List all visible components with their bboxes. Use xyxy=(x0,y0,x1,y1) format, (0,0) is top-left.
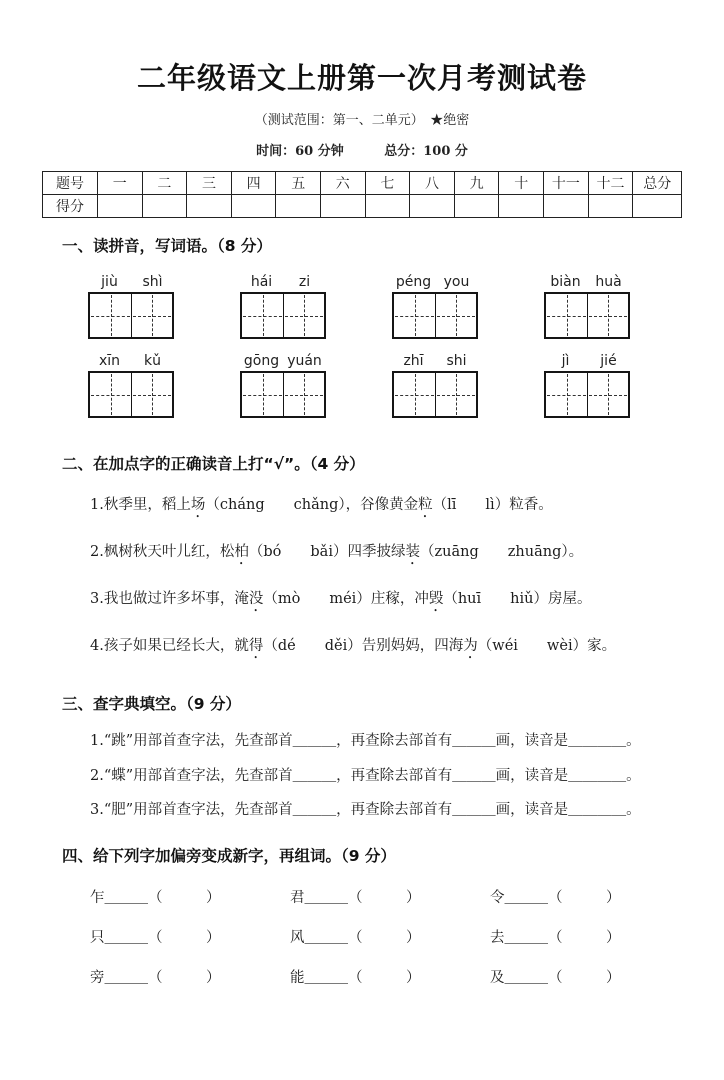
pinyin-word-block xyxy=(88,353,174,418)
pinyin-label xyxy=(88,274,174,290)
radical-word-cell: 能＿＿＿（ ） xyxy=(290,969,421,986)
pinyin-syllable: jì xyxy=(561,353,570,369)
writing-grid-cell xyxy=(546,373,587,416)
pinyin-word-block xyxy=(88,274,174,339)
score-blank-cell xyxy=(544,195,589,218)
pinyin-syllable: zi xyxy=(298,274,311,290)
pinyin-label xyxy=(240,353,326,369)
pinyin-syllable: xīn xyxy=(98,353,121,369)
writing-grid xyxy=(544,292,630,339)
radical-word-cell: 及＿＿＿（ ） xyxy=(490,969,621,986)
dotted-character: 得 xyxy=(248,638,264,654)
pinyin-word-block xyxy=(240,274,326,339)
question-number-cell: 四 xyxy=(231,172,276,195)
question-number-label: 题号 xyxy=(43,172,98,195)
question-number-cell: 三 xyxy=(187,172,232,195)
time-total-line xyxy=(42,140,682,159)
question-number-cell: 一 xyxy=(97,172,142,195)
writing-grid xyxy=(544,371,630,418)
score-blank-cell xyxy=(97,195,142,218)
pinyin-syllable: biàn xyxy=(550,274,581,290)
pinyin-label xyxy=(544,353,630,369)
score-blank-cell xyxy=(365,195,410,218)
score-blank-cell xyxy=(499,195,544,218)
radical-word-cell: 只＿＿＿（ ） xyxy=(90,929,221,946)
pronunciation-item: 4.孩子如果已经长大，就得（dé děi）告别妈妈，四海为（wéi wèi）家。 xyxy=(90,638,617,654)
question-number-cell: 八 xyxy=(410,172,455,195)
score-blank-cell xyxy=(633,195,682,218)
pinyin-syllable: hái xyxy=(250,274,273,290)
writing-grid-cell xyxy=(90,294,131,337)
pinyin-word-block xyxy=(240,353,326,418)
pinyin-syllable: gōng xyxy=(243,353,280,369)
question-number-cell: 九 xyxy=(454,172,499,195)
writing-grid-cell xyxy=(131,294,172,337)
pinyin-syllable: péng xyxy=(395,274,432,290)
dictionary-item: 3.“肥”用部首查字法，先查部首＿＿＿，再查除去部首有＿＿＿画，读音是＿＿＿＿。 xyxy=(90,802,641,818)
writing-grid-cell xyxy=(242,294,283,337)
pinyin-grid-row-1 xyxy=(42,274,682,339)
score-blank-cell xyxy=(187,195,232,218)
writing-grid xyxy=(88,371,174,418)
writing-grid xyxy=(88,292,174,339)
question-number-cell: 七 xyxy=(365,172,410,195)
pinyin-word-block xyxy=(544,353,630,418)
dotted-character: 为 xyxy=(463,638,478,654)
dotted-character: 柏 xyxy=(234,544,249,560)
pinyin-label xyxy=(544,274,630,290)
section4-title: 四、给下列字加偏旁变成新字，再组词。（9 分） xyxy=(62,846,396,865)
writing-grid xyxy=(240,292,326,339)
radical-word-cell: 令＿＿＿（ ） xyxy=(490,889,621,906)
pronunciation-item: 2.枫树秋天叶儿红，松柏（bó bǎi）四季披绿装（zuāng zhuāng）。 xyxy=(90,544,584,560)
section2-title: 二、在加点字的正确读音上打“√”。（4 分） xyxy=(62,455,365,473)
writing-grid-cell xyxy=(283,294,324,337)
test-paper xyxy=(0,56,724,987)
score-blank-cell xyxy=(410,195,455,218)
pronunciation-item: 3.我也做过许多坏事，淹没（mò méi）庄稼，冲毁（huī hiǔ）房屋。 xyxy=(90,591,592,607)
pinyin-grid-row-2 xyxy=(42,353,682,418)
writing-grid-cell xyxy=(587,373,628,416)
radical-word-grid xyxy=(90,886,682,987)
dotted-character: 装 xyxy=(405,544,420,560)
section1-title: 一、读拼音，写词语。（8 分） xyxy=(62,237,272,255)
writing-grid-cell xyxy=(435,294,476,337)
writing-grid xyxy=(240,371,326,418)
writing-grid-cell xyxy=(435,373,476,416)
writing-grid-cell xyxy=(394,373,435,416)
dotted-character: 毁 xyxy=(428,591,444,607)
writing-grid-cell xyxy=(283,373,324,416)
pinyin-word-block xyxy=(392,274,478,339)
pronunciation-item: 1.秋季里，稻上场（cháng chǎng），谷像黄金粒（lī lì）粒香。 xyxy=(90,497,553,513)
score-blank-cell xyxy=(321,195,366,218)
question-number-cell: 十一 xyxy=(544,172,589,195)
score-blank-cell xyxy=(588,195,633,218)
pinyin-syllable: jié xyxy=(600,353,617,369)
pinyin-syllable: shi xyxy=(446,353,467,369)
radical-word-cell: 旁＿＿＿（ ） xyxy=(90,969,221,986)
radical-word-cell: 风＿＿＿（ ） xyxy=(290,929,421,946)
pronunciation-items xyxy=(90,497,682,662)
pinyin-syllable: jiù xyxy=(101,274,118,290)
score-label: 得分 xyxy=(43,195,98,218)
question-number-cell: 五 xyxy=(276,172,321,195)
dotted-character: 没 xyxy=(248,591,264,607)
total-score: 总分：100 分 xyxy=(384,144,468,159)
dictionary-item: 2.“蝶”用部首查字法，先查部首＿＿＿，再查除去部首有＿＿＿画，读音是＿＿＿＿。 xyxy=(90,767,641,784)
writing-grid-cell xyxy=(131,373,172,416)
score-blank-cell xyxy=(276,195,321,218)
score-blank-cell xyxy=(454,195,499,218)
score-blank-cell xyxy=(231,195,276,218)
radical-word-cell: 君＿＿＿（ ） xyxy=(290,889,421,906)
pinyin-label xyxy=(240,274,326,290)
writing-grid xyxy=(392,292,478,339)
writing-grid-cell xyxy=(587,294,628,337)
score-table xyxy=(42,171,682,218)
writing-grid xyxy=(392,371,478,418)
question-number-cell: 二 xyxy=(142,172,187,195)
pinyin-label xyxy=(392,353,478,369)
dictionary-items xyxy=(90,734,682,818)
score-table-header-row xyxy=(43,172,682,195)
score-row xyxy=(43,195,682,218)
question-number-cell: 六 xyxy=(321,172,366,195)
question-number-cell: 十 xyxy=(499,172,544,195)
pinyin-syllable: zhī xyxy=(403,353,424,369)
score-blank-cell xyxy=(142,195,187,218)
pinyin-syllable: kǔ xyxy=(144,353,161,369)
question-number-cell: 总分 xyxy=(633,172,682,195)
pinyin-word-block xyxy=(544,274,630,339)
pinyin-label xyxy=(88,353,174,369)
pinyin-syllable: you xyxy=(443,274,470,290)
pinyin-label xyxy=(392,274,478,290)
pinyin-syllable: shì xyxy=(142,274,163,290)
dictionary-item: 1.“跳”用部首查字法，先查部首＿＿＿，再查除去部首有＿＿＿画，读音是＿＿＿＿。 xyxy=(90,733,641,749)
pinyin-syllable: yuán xyxy=(287,353,322,369)
page-title: 二年级语文上册第一次月考测试卷 xyxy=(136,61,587,95)
dotted-character: 场 xyxy=(190,497,206,513)
writing-grid-cell xyxy=(394,294,435,337)
pinyin-syllable: huà xyxy=(595,274,622,290)
radical-word-cell: 乍＿＿＿（ ） xyxy=(90,889,221,906)
time-limit: 时间：60 分钟 xyxy=(256,144,344,159)
radical-word-cell: 去＿＿＿（ ） xyxy=(490,929,621,946)
dotted-character: 粒 xyxy=(418,497,433,513)
score-table-body xyxy=(43,172,682,218)
writing-grid-cell xyxy=(242,373,283,416)
test-scope-note: （测试范围：第一、二单元） ★绝密 xyxy=(254,113,470,128)
question-number-cell: 十二 xyxy=(588,172,633,195)
pinyin-word-block xyxy=(392,353,478,418)
section3-title: 三、查字典填空。（9 分） xyxy=(62,695,241,713)
writing-grid-cell xyxy=(546,294,587,337)
writing-grid-cell xyxy=(90,373,131,416)
